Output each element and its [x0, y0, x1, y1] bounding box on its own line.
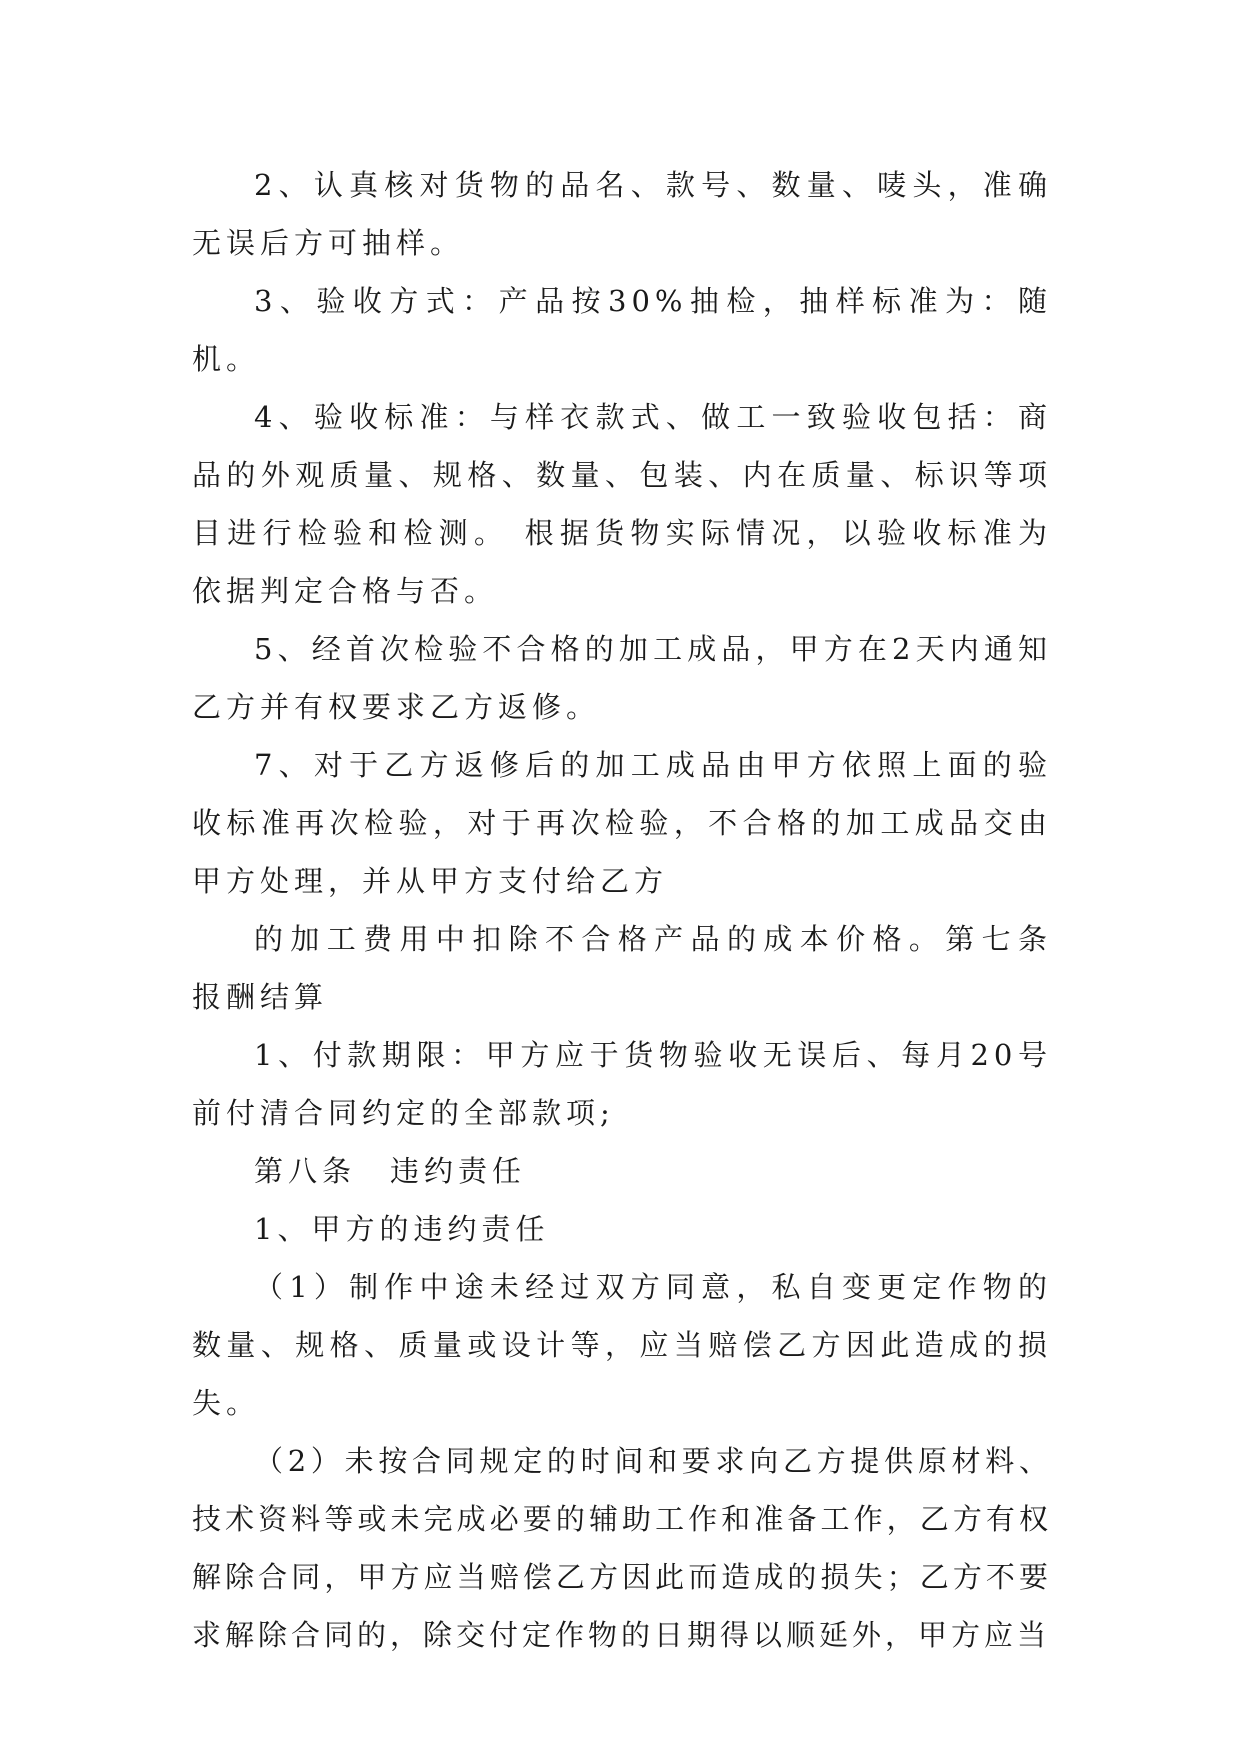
- heading-party-a-liability: 1、甲方的违约责任: [254, 1212, 550, 1246]
- document-body: [192, 156, 1087, 1664]
- paragraph-liability-item-1: （1）制作中途未经过双方同意，私自变更定作物的数量、规格、质量或设计等，应当赔偿乙方因此造成的损失。: [192, 1270, 1052, 1420]
- heading-article-eight: 第八条 违约责任: [254, 1154, 527, 1188]
- paragraph-acceptance-method: 3、验收方式：产品按30%抽检，抽样标准为：随机。: [192, 284, 1052, 376]
- paragraph-inspect-goods: 2、认真核对货物的品名、款号、数量、唛头，准确无误后方可抽样。: [192, 168, 1052, 260]
- paragraph-acceptance-standard: 4、验收标准：与样衣款式、做工一致验收包括：商品的外观质量、规格、数量、包装、内在质量、标识等项目进行检验和检测。 根据货物实际情况，以验收标准为依据判定合格与否。: [192, 400, 1052, 608]
- paragraph-deduction-article-seven: 的加工费用中扣除不合格产品的成本价格。第七条 报酬结算: [192, 922, 1087, 1014]
- paragraph-reinspection: 7、对于乙方返修后的加工成品由甲方依照上面的验收标准再次检验，对于再次检验，不合格的加工成品交由甲方处理，并从甲方支付给乙方: [192, 748, 1052, 898]
- paragraph-liability-item-2: （2）未按合同规定的时间和要求向乙方提供原材料、技术资料等或未完成必要的辅助工作和准备工作，乙方有权解除合同，甲方应当赔偿乙方因此而造成的损失；乙方不要求解除合同的，除交付定作物的日期得以顺延外，甲方应当: [192, 1444, 1052, 1652]
- paragraph-payment-term: 1、付款期限：甲方应于货物验收无误后、每月20号前付清合同约定的全部款项;: [192, 1038, 1052, 1130]
- paragraph-first-inspection: 5、经首次检验不合格的加工成品，甲方在2天内通知乙方并有权要求乙方返修。: [192, 632, 1052, 724]
